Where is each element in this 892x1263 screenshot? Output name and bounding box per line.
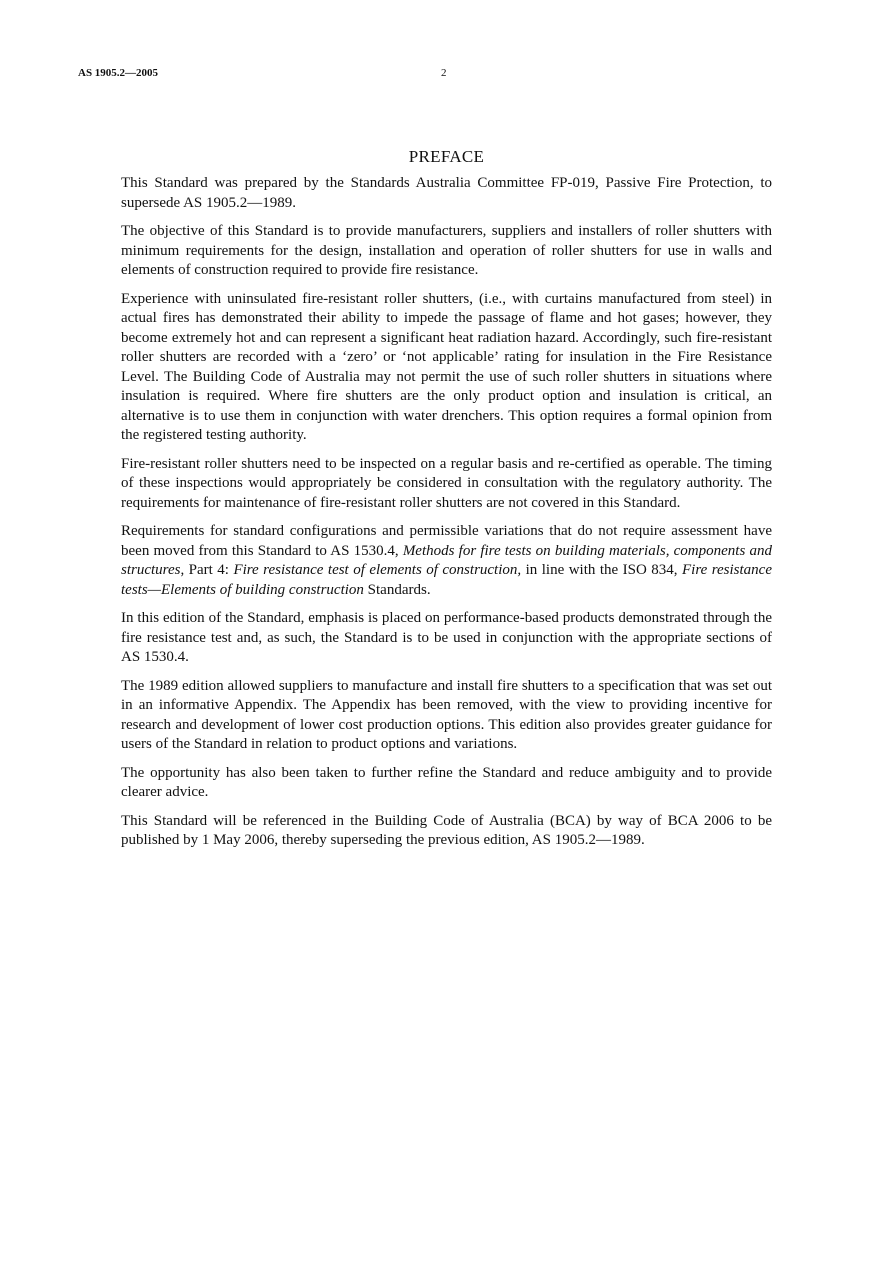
section-title: PREFACE <box>408 147 485 166</box>
preface-paragraph <box>121 609 772 668</box>
paragraph-text: Fire-resistant roller shutters need to be inspected on a regular basis and re-certified as operable. The timing of these inspections would appropriately be considered in consultation with the regulatory authority. The requirements for maintenance of fire-resistant roller shutters are not covered in this Standard. <box>121 455 772 511</box>
paragraph-text: Standards. <box>363 581 431 598</box>
preface-paragraph <box>121 677 772 755</box>
preface-section <box>121 147 772 860</box>
paragraph-text: in line with the ISO 834, <box>521 562 682 578</box>
paragraph-text: Experience with uninsulated fire-resistant roller shutters, (i.e., with curtains manufactured from steel) in actual fires has demonstrated their ability to impede the passage of flame and hot gases; however, they become extremely hot and can represent a significant heat radiation hazard. Accordingly, such fire-resistant roller shutters are recorded with a ‘zero’ or ‘not applicable’ rating for insulation in the Fire Resistance Level. The Building Code of Australia may not permit the use of such roller shutters in situations where insulation is required. Where fire shutters are the only product option and insulation is critical, an alternative is to use them in conjunction with water drenchers. This option requires a formal opinion from the registered testing authority. <box>121 290 772 443</box>
preface-paragraph <box>121 222 772 281</box>
preface-body <box>121 174 772 851</box>
preface-paragraph <box>121 522 772 600</box>
paragraph-text: In this edition of the Standard, emphasis is placed on performance-based products demonstrated through the fire resistance test and, as such, the Standard is to be used in conjunction with the appropriate sections of AS 1530.4. <box>121 610 772 665</box>
italic-title-text: Fire resistance test of elements of construction, <box>233 562 522 578</box>
italic-title-text: Fire resistance tests—Elements of building construction <box>121 562 772 598</box>
paragraph-text: The 1989 edition allowed suppliers to manufacture and install fire shutters to a specification that was set out in an informative Appendix. The Appendix has been removed, with the view to providing incentive for research and development of lower cost production options. This edition also provides greater guidance for users of the Standard in relation to product options and variations. <box>121 677 772 752</box>
paragraph-text: This Standard will be referenced in the Building Code of Australia (BCA) by way of BCA 2006 to be published by 1 May 2006, thereby superseding the previous edition, AS 1905.2—1989. <box>121 812 772 848</box>
standard-id: AS 1905.2—2005 <box>78 67 159 79</box>
page-header <box>78 67 814 83</box>
paragraph-text: The opportunity has also been taken to further refine the Standard and reduce ambiguity and to provide clearer advice. <box>121 764 772 800</box>
paragraph-text: , Part 4: <box>180 562 234 578</box>
page-number: 2 <box>441 67 447 79</box>
paragraph-text: The objective of this Standard is to provide manufacturers, suppliers and installers of roller shutters with minimum requirements for the design, installation and operation of roller shutters for use in walls and elements of construction required to provide fire resistance. <box>121 223 772 278</box>
preface-paragraph <box>121 764 772 803</box>
preface-paragraph <box>121 290 772 446</box>
paragraph-text: This Standard was prepared by the Standards Australia Committee FP-019, Passive Fire Protection, to supersede AS 1905.2—1989. <box>121 175 772 211</box>
italic-title-text: Methods for fire tests on building materials, components and structures <box>121 542 772 578</box>
preface-paragraph <box>121 455 772 514</box>
preface-paragraph <box>121 174 772 213</box>
paragraph-text: Requirements for standard configurations and permissible variations that do not require assessment have been moved from this Standard to AS 1530.4, <box>121 523 772 559</box>
preface-paragraph <box>121 812 772 851</box>
